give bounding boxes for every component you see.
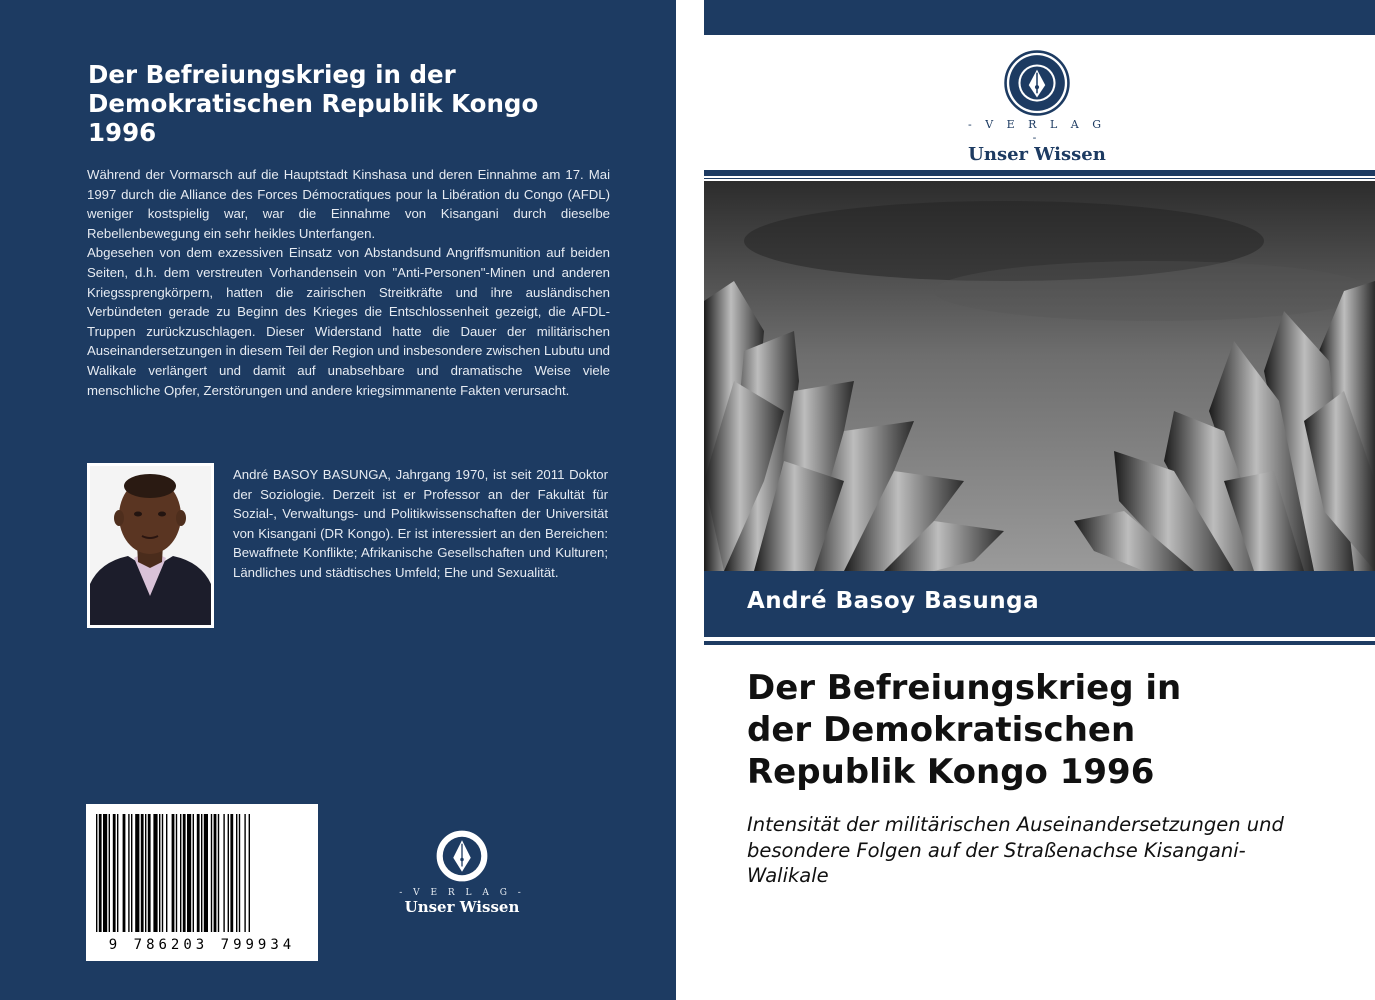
barcode-graphic	[86, 804, 318, 961]
barcode-bar	[166, 814, 167, 932]
barcode-bar	[172, 814, 175, 932]
barcode-bar	[145, 814, 146, 932]
front-verlag-label: - V E R L A G -	[968, 118, 1106, 144]
barcode-bar	[228, 814, 229, 932]
front-publisher-logo	[962, 50, 1112, 165]
barcode-bar	[141, 814, 144, 932]
barcode-bar	[223, 814, 224, 932]
front-author-name: André Basoy Basunga	[747, 588, 1040, 614]
barcode-bar	[187, 814, 191, 932]
barcode-bar	[218, 814, 219, 932]
front-cover-title: Der Befreiungskrieg in der Demokratischen Republik Kongo 1996	[747, 668, 1182, 792]
barcode-bar	[201, 814, 202, 932]
spine-gap	[676, 0, 704, 1000]
barcode-bar	[135, 814, 139, 932]
barcode-bar	[204, 814, 208, 932]
barcode-bar	[109, 814, 110, 932]
barcode-bar	[236, 814, 237, 932]
barcode-bar	[99, 814, 102, 932]
barcode-bar	[197, 814, 200, 932]
barcode-bar	[230, 814, 233, 932]
front-top-bar	[704, 0, 1375, 35]
publisher-seal-icon	[434, 828, 490, 884]
barcode-bar	[128, 814, 129, 932]
barcode-bar	[153, 814, 157, 932]
publisher-seal-icon	[1004, 50, 1070, 116]
barcode-bar	[244, 814, 245, 932]
back-cover-title: Der Befreiungskrieg in der Demokratischen Republik Kongo 1996	[88, 60, 539, 147]
isbn-barcode	[86, 804, 318, 961]
barcode-bar	[162, 814, 163, 932]
isbn-digits: 9 786203 799934	[108, 937, 296, 953]
barcode-bar	[148, 814, 151, 932]
front-cover	[704, 0, 1375, 1000]
divider-thin	[704, 178, 1375, 179]
divider-below-author	[704, 641, 1375, 645]
barcode-bar	[159, 814, 160, 932]
missiles-illustration	[704, 181, 1375, 571]
back-verlag-label: - V E R L A G -	[399, 888, 525, 898]
front-cover-subtitle: Intensität der militärischen Auseinandersetzungen und besondere Folgen auf der Straßenachse Kisangani- Walikale	[747, 813, 1284, 887]
barcode-bar	[131, 814, 132, 932]
barcode-bar	[239, 814, 240, 932]
back-cover-blurb	[87, 165, 610, 400]
back-cover	[0, 0, 676, 1000]
cover-photo-missiles	[704, 181, 1375, 571]
barcode-bar	[214, 814, 217, 932]
barcode-bar	[193, 814, 194, 932]
barcode-bar	[180, 814, 181, 932]
barcode-bar	[249, 814, 250, 932]
barcode-bar	[96, 814, 97, 932]
barcode-bar	[183, 814, 186, 932]
front-publisher-name: Unser Wissen	[968, 144, 1106, 165]
blurb-paragraph-2: Abgesehen von dem exzessiven Einsatz von Abstandsund Angriffsmunition auf beiden Seiten, d.h. dem verstreuten Vorhandensein von "Anti-Personen"-Minen und anderen Kriegssprengkörpern, hatten die zairischen Streitkräfte und ihre ausländischen Verbündeten gerade zu Beginn des Krieges die Entschlossenheit gezeigt, die AFDL-Truppen zurückzuschlagen. Dieser Widerstand hatte die Dauer der militärischen Auseinandersetzungen in diesem Teil der Region und insbesondere zwischen Lubutu und Walikale verlängert und damit auf unabsehbare und dramatische Weise viele menschliche Opfer, Zerstörungen und andere kriegsimmanente Fakten verursacht.	[87, 245, 610, 398]
back-publisher-logo	[397, 828, 527, 928]
barcode-bar	[117, 814, 118, 932]
barcode-bar	[123, 814, 126, 932]
barcode-bar	[113, 814, 116, 932]
barcode-bar	[211, 814, 212, 932]
author-portrait-image	[90, 466, 211, 625]
blurb-paragraph-1: Während der Vormarsch auf die Hauptstadt Kinshasa und deren Einnahme am 17. Mai 1997 durch die Alliance des Forces Démocratiques pour la Libération du Congo (AFDL) weniger kostspielig war, war die Einnahme von Kisangani durch dieselbe Rebellenbewegung ein sehr heikles Unterfangen.	[87, 167, 610, 241]
barcode-bar	[103, 814, 107, 932]
divider-thick	[704, 170, 1375, 176]
back-publisher-name: Unser Wissen	[404, 898, 520, 916]
author-bio: André BASOY BASUNGA, Jahrgang 1970, ist seit 2011 Doktor der Soziologie. Derzeit ist er Professor an der Fakultät für Sozial-, Verwaltungs- und Politikwissenschaften der Universität von Kisangani (DR Kongo). Er ist interessiert an den Bereichen: Bewaffnete Konflikte; Afrikanische Gesellschaften und Kulturen; Ländliches und städtisches Umfeld; Ehe und Sexualität.	[233, 467, 608, 580]
author-photo	[87, 463, 214, 628]
barcode-bar	[176, 814, 177, 932]
